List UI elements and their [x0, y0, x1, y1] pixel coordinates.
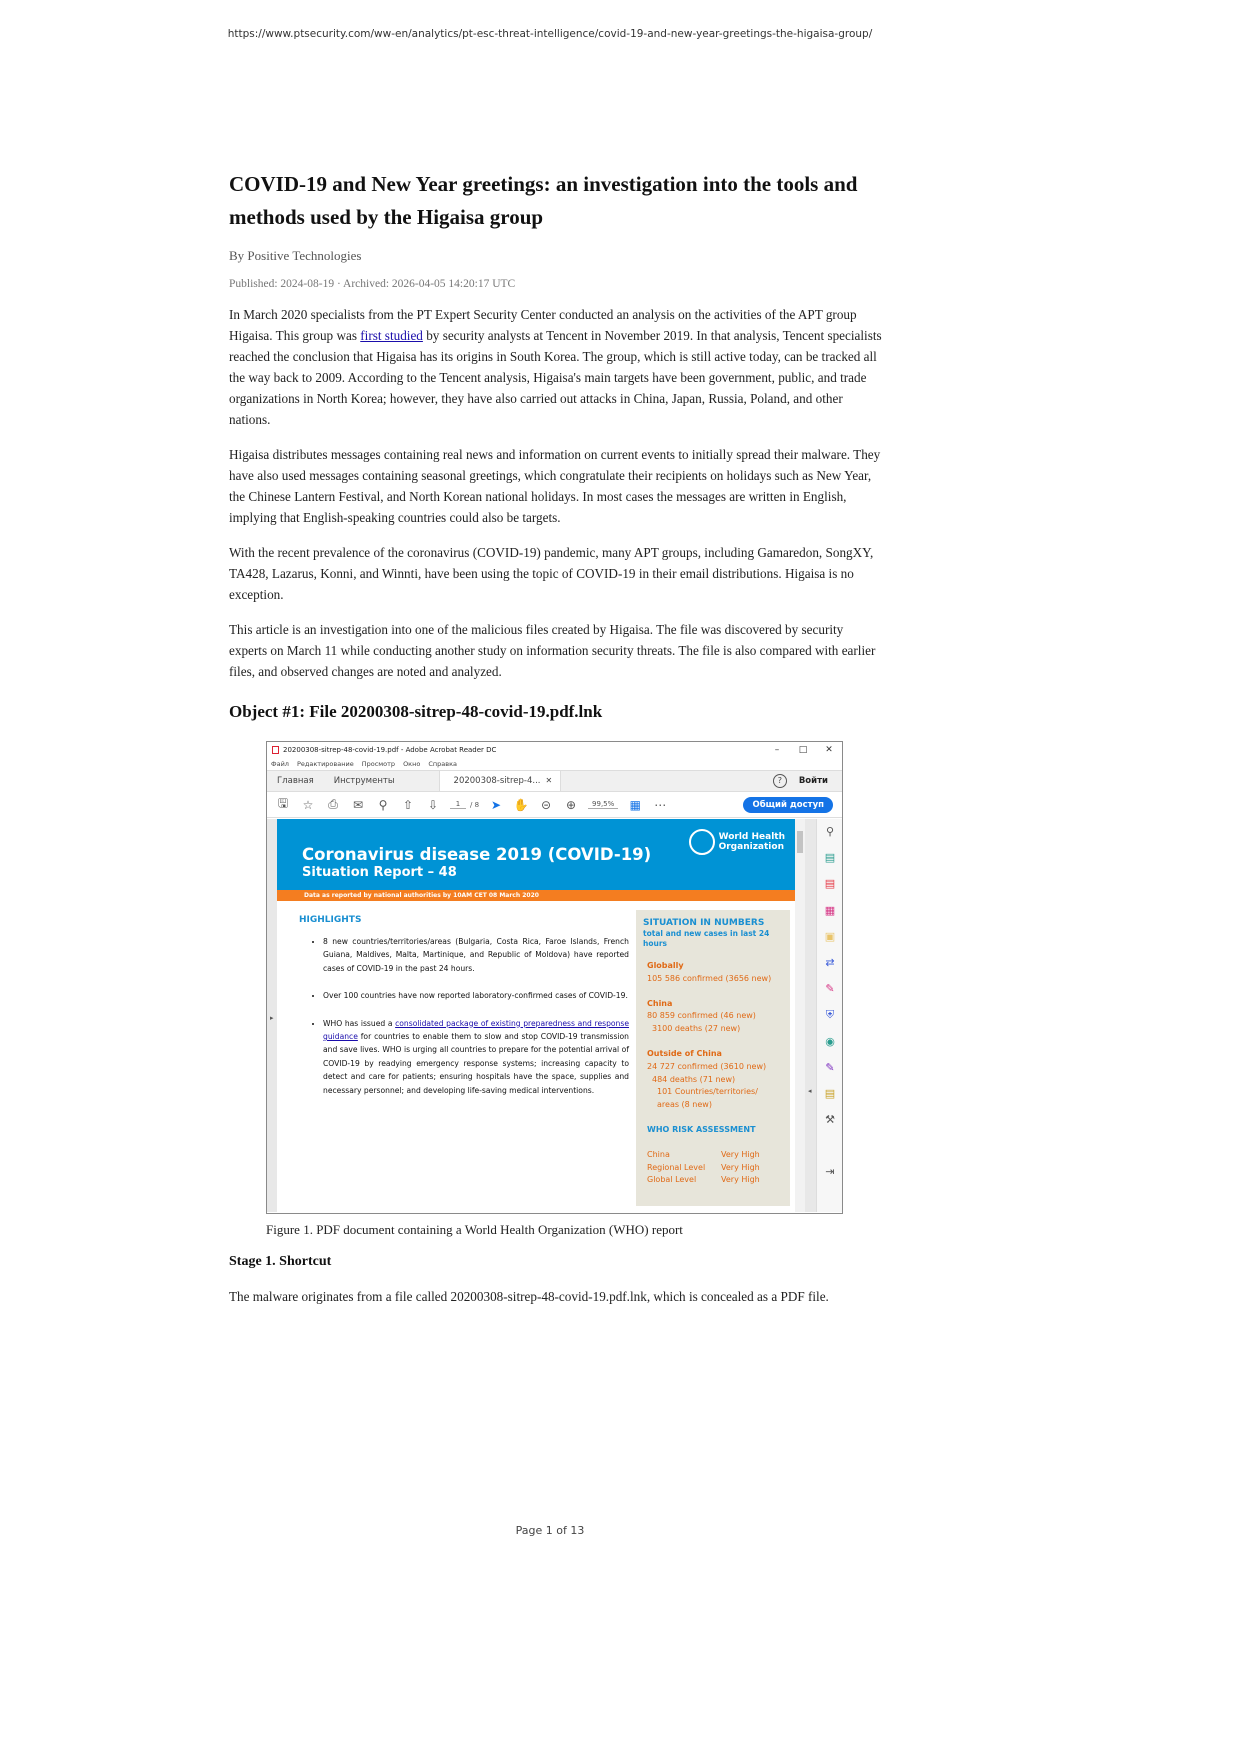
risk-heading: WHO RISK ASSESSMENT	[647, 1124, 756, 1134]
global-stats	[636, 960, 790, 986]
outside-china-countries: 101 Countries/territories/	[657, 1087, 758, 1097]
highlight-item	[323, 1017, 629, 1097]
page-navigator	[450, 800, 479, 809]
more-tools-icon[interactable]: ⋯	[654, 797, 667, 812]
globally-confirmed: 105 586 confirmed (3656 new)	[647, 973, 772, 983]
source-url: https://www.ptsecurity.com/ww-en/analytics/pt-esc-threat-intelligence/covid-19-and-new-year-greetings-the-higaisa-group/	[227, 28, 873, 40]
sign-in-button[interactable]: Войти	[798, 776, 828, 786]
signature-icon[interactable]: ✎	[825, 1060, 835, 1074]
bookmark-star-icon[interactable]: ☆	[302, 797, 314, 812]
window-title: 20200308-sitrep-48-covid-19.pdf - Adobe Acrobat Reader DC	[283, 746, 497, 754]
window-titlebar	[267, 742, 842, 758]
situation-heading: SITUATION IN NUMBERS	[643, 918, 765, 928]
email-icon[interactable]: ✉	[352, 797, 364, 812]
page-number-input[interactable]: 1	[450, 800, 466, 809]
article	[229, 168, 884, 1307]
china-label: China	[647, 998, 673, 1008]
paragraph-5: The malware originates from a file called 20200308-sitrep-48-covid-19.pdf.lnk, which is concealed as a PDF file.	[229, 1289, 829, 1304]
menu-file[interactable]: Файл	[271, 760, 289, 768]
menu-view[interactable]: Просмотр	[361, 760, 396, 768]
page-up-icon[interactable]: ⇧	[402, 797, 414, 812]
send-comments-icon[interactable]: ▤	[824, 1086, 836, 1100]
menu-help[interactable]: Справка	[428, 760, 457, 768]
page-footer: Page 1 of 13	[515, 1524, 585, 1537]
highlights-heading: HIGHLIGHTS	[299, 915, 362, 925]
china-deaths: 3100 deaths (27 new)	[652, 1024, 741, 1034]
risk-region: China	[647, 1149, 670, 1159]
report-subtitle: Situation Report – 48	[302, 865, 457, 880]
risk-region: Global Level	[647, 1175, 697, 1185]
article-title: COVID-19 and New Year greetings: an investigation into the tools and methods used by the Higaisa group	[229, 172, 858, 229]
search-icon[interactable]: ⚲	[378, 797, 388, 812]
who-name-line-1: World Health	[718, 832, 785, 842]
menu-bar	[267, 758, 842, 770]
risk-level: Very High	[721, 1175, 760, 1185]
p1-text-before: In March 2020 specialists from the PT Expert Security Center conducted an analysis on the activities of the APT group Higaisa. This group was	[229, 307, 857, 343]
zoom-in-icon[interactable]: ⊕	[566, 797, 577, 812]
page-total: / 8	[470, 800, 480, 809]
bullet3-text-before: WHO has issued a	[323, 1018, 396, 1028]
data-note-bar: Data as reported by national authorities by 10AM CET 08 March 2020	[277, 890, 795, 901]
tab-document[interactable]	[439, 771, 562, 791]
scrollbar-thumb[interactable]	[797, 831, 803, 853]
outside-china-stats	[636, 1048, 790, 1112]
comment-icon[interactable]: ▣	[824, 929, 836, 943]
figure-caption: Figure 1. PDF document containing a World Health Organization (WHO) report	[266, 1222, 683, 1237]
tab-tools[interactable]: Инструменты	[333, 776, 395, 786]
fill-sign-icon[interactable]: ✎	[825, 982, 835, 996]
object-heading: Object #1: File 20200308-sitrep-48-covid-19.pdf.lnk	[229, 702, 603, 721]
risk-row	[636, 1162, 790, 1175]
risk-row	[636, 1149, 790, 1162]
collapse-left-panel-icon[interactable]: ▸	[270, 1014, 274, 1022]
guidance-link[interactable]: consolidated package of existing preparedness and response guidance	[323, 1018, 629, 1042]
print-icon[interactable]: ⎙	[328, 797, 338, 811]
china-confirmed: 80 859 confirmed (46 new)	[647, 1011, 756, 1021]
menu-edit[interactable]: Редактирование	[296, 760, 354, 768]
protect-icon[interactable]: ⛨	[825, 1008, 835, 1022]
paragraph-2: Higaisa distributes messages containing real news and information on current events to initially spread their malware. They have also used messages containing seasonal greetings, which congratulate their recipients on holidays such as New Year, the Chinese Lantern Festival, and North Korean national holidays. In most cases the messages are written in English, implying that English-speaking countries could also be targets.	[229, 447, 881, 525]
share-button[interactable]: Общий доступ	[743, 797, 833, 813]
collapse-right-panel-icon[interactable]: ◂	[808, 1087, 812, 1095]
more-tools-settings-icon[interactable]: ⚒	[825, 1113, 835, 1127]
publish-meta: Published: 2024-08-19 · Archived: 2026-04-05 14:20:17 UTC	[229, 278, 516, 290]
paragraph-4: This article is an investigation into one of the malicious files created by Higaisa. The file was discovered by security experts on March 11 while conducting another study on information security threats. The file is also compared with earlier files, and observed changes are noted and analyzed.	[229, 622, 876, 679]
china-stats	[636, 998, 790, 1036]
menu-window[interactable]: Окно	[403, 760, 421, 768]
situation-in-numbers	[636, 910, 790, 1206]
save-icon[interactable]: 🖫	[277, 796, 289, 810]
acrobat-screenshot	[266, 741, 843, 1214]
panel-spacer	[817, 1133, 843, 1159]
tab-bar	[267, 770, 842, 792]
select-cursor-icon[interactable]: ➤	[491, 797, 502, 812]
risk-level: Very High	[721, 1149, 760, 1159]
pdf-page	[277, 819, 795, 1212]
first-studied-link[interactable]: first studied	[360, 328, 423, 343]
stage-heading: Stage 1. Shortcut	[229, 1254, 332, 1269]
risk-row	[636, 1174, 790, 1187]
expand-panel-icon[interactable]: ⇥	[825, 1165, 835, 1179]
vertical-scrollbar[interactable]	[795, 819, 805, 1212]
toolbar	[267, 792, 842, 818]
highlight-item: • 8 new countries/territories/areas (Bulgaria, Costa Rica, Faroe Islands, French Guiana, Maldives, Malta, Martinique, and Republic of Moldova) have reported cases of COVID-19 in the past 24 hours.	[323, 935, 629, 975]
export-pdf-icon[interactable]: ▤	[824, 877, 836, 891]
maximize-icon[interactable]: □	[798, 745, 808, 755]
outside-china-confirmed: 24 727 confirmed (3610 new)	[647, 1061, 767, 1071]
who-name-line-2: Organization	[718, 842, 784, 852]
outside-china-areas: areas (8 new)	[657, 1100, 712, 1110]
bullet3-text-after: for countries to enable them to slow and stop COVID-19 transmission and save lives. WHO is urging all countries to prepare for the potential arrival of COVID-19 by readying emergency response systems; increasing capacity to detect and care for patients; ensuring hospitals have the space, supplies and necessary personnel; and developing life-saving medical interventions.	[323, 1032, 629, 1095]
p1-text-after: by security analysts at Tencent in November 2019. In that analysis, Tencent specialists reached the conclusion that Higaisa has its origins in South Korea. The group, which is still active today, can be tracked all the way back to 2009. According to the Tencent analysis, Higaisa's main targets have been government, public, and trade organizations in North Korea; however, they have also carried out attacks in China, Japan, Russia, Poland, and other nations.	[229, 328, 882, 427]
byline: By Positive Technologies	[229, 248, 362, 263]
minimize-icon[interactable]: –	[774, 745, 780, 755]
document-area	[267, 819, 816, 1212]
organize-pages-icon[interactable]: ▦	[824, 903, 836, 917]
hand-tool-icon[interactable]: ✋	[513, 797, 529, 812]
close-tab-icon[interactable]: ✕	[545, 776, 553, 785]
highlight-item: • Over 100 countries have now reported laboratory-confirmed cases of COVID-19.	[323, 989, 629, 1002]
help-icon[interactable]: ?	[773, 774, 787, 788]
tools-panel	[816, 819, 843, 1212]
outside-china-label: Outside of China	[647, 1048, 722, 1058]
risk-level: Very High	[721, 1162, 760, 1172]
who-logo	[689, 829, 785, 855]
zoom-level-select[interactable]: 99,5%	[588, 800, 618, 809]
paragraph-3: With the recent prevalence of the coronavirus (COVID-19) pandemic, many APT groups, including Gamaredon, SongXY, TA428, Lazarus, Konni, and Winnti, have been using the topic of COVID-19 in their email distributions. Higaisa is no exception.	[229, 545, 874, 602]
page-down-icon[interactable]: ⇩	[427, 797, 439, 812]
tab-home[interactable]: Главная	[277, 776, 314, 786]
situation-subheading: total and new cases in last 24 hours	[643, 929, 770, 948]
convert-icon[interactable]: ⇄	[825, 955, 835, 969]
zoom-tool-icon[interactable]: ⚲	[825, 825, 835, 838]
create-pdf-icon[interactable]: ▤	[824, 851, 836, 865]
who-emblem-icon	[689, 829, 715, 855]
outside-china-deaths: 484 deaths (71 new)	[652, 1074, 736, 1084]
highlights-section	[299, 915, 629, 1111]
risk-region: Regional Level	[647, 1162, 706, 1172]
zoom-out-icon[interactable]: ⊝	[541, 797, 552, 812]
paragraph-1	[229, 304, 884, 430]
globally-label: Globally	[647, 961, 684, 970]
tab-document-label: 20200308-sitrep-4...	[453, 776, 541, 786]
page-fit-icon[interactable]: ▦	[629, 797, 641, 812]
report-title: Coronavirus disease 2019 (COVID-19)	[302, 845, 652, 864]
pdf-file-icon	[272, 746, 279, 754]
report-banner	[277, 819, 795, 890]
close-icon[interactable]: ✕	[825, 745, 833, 755]
optimize-icon[interactable]: ◉	[825, 1034, 835, 1048]
